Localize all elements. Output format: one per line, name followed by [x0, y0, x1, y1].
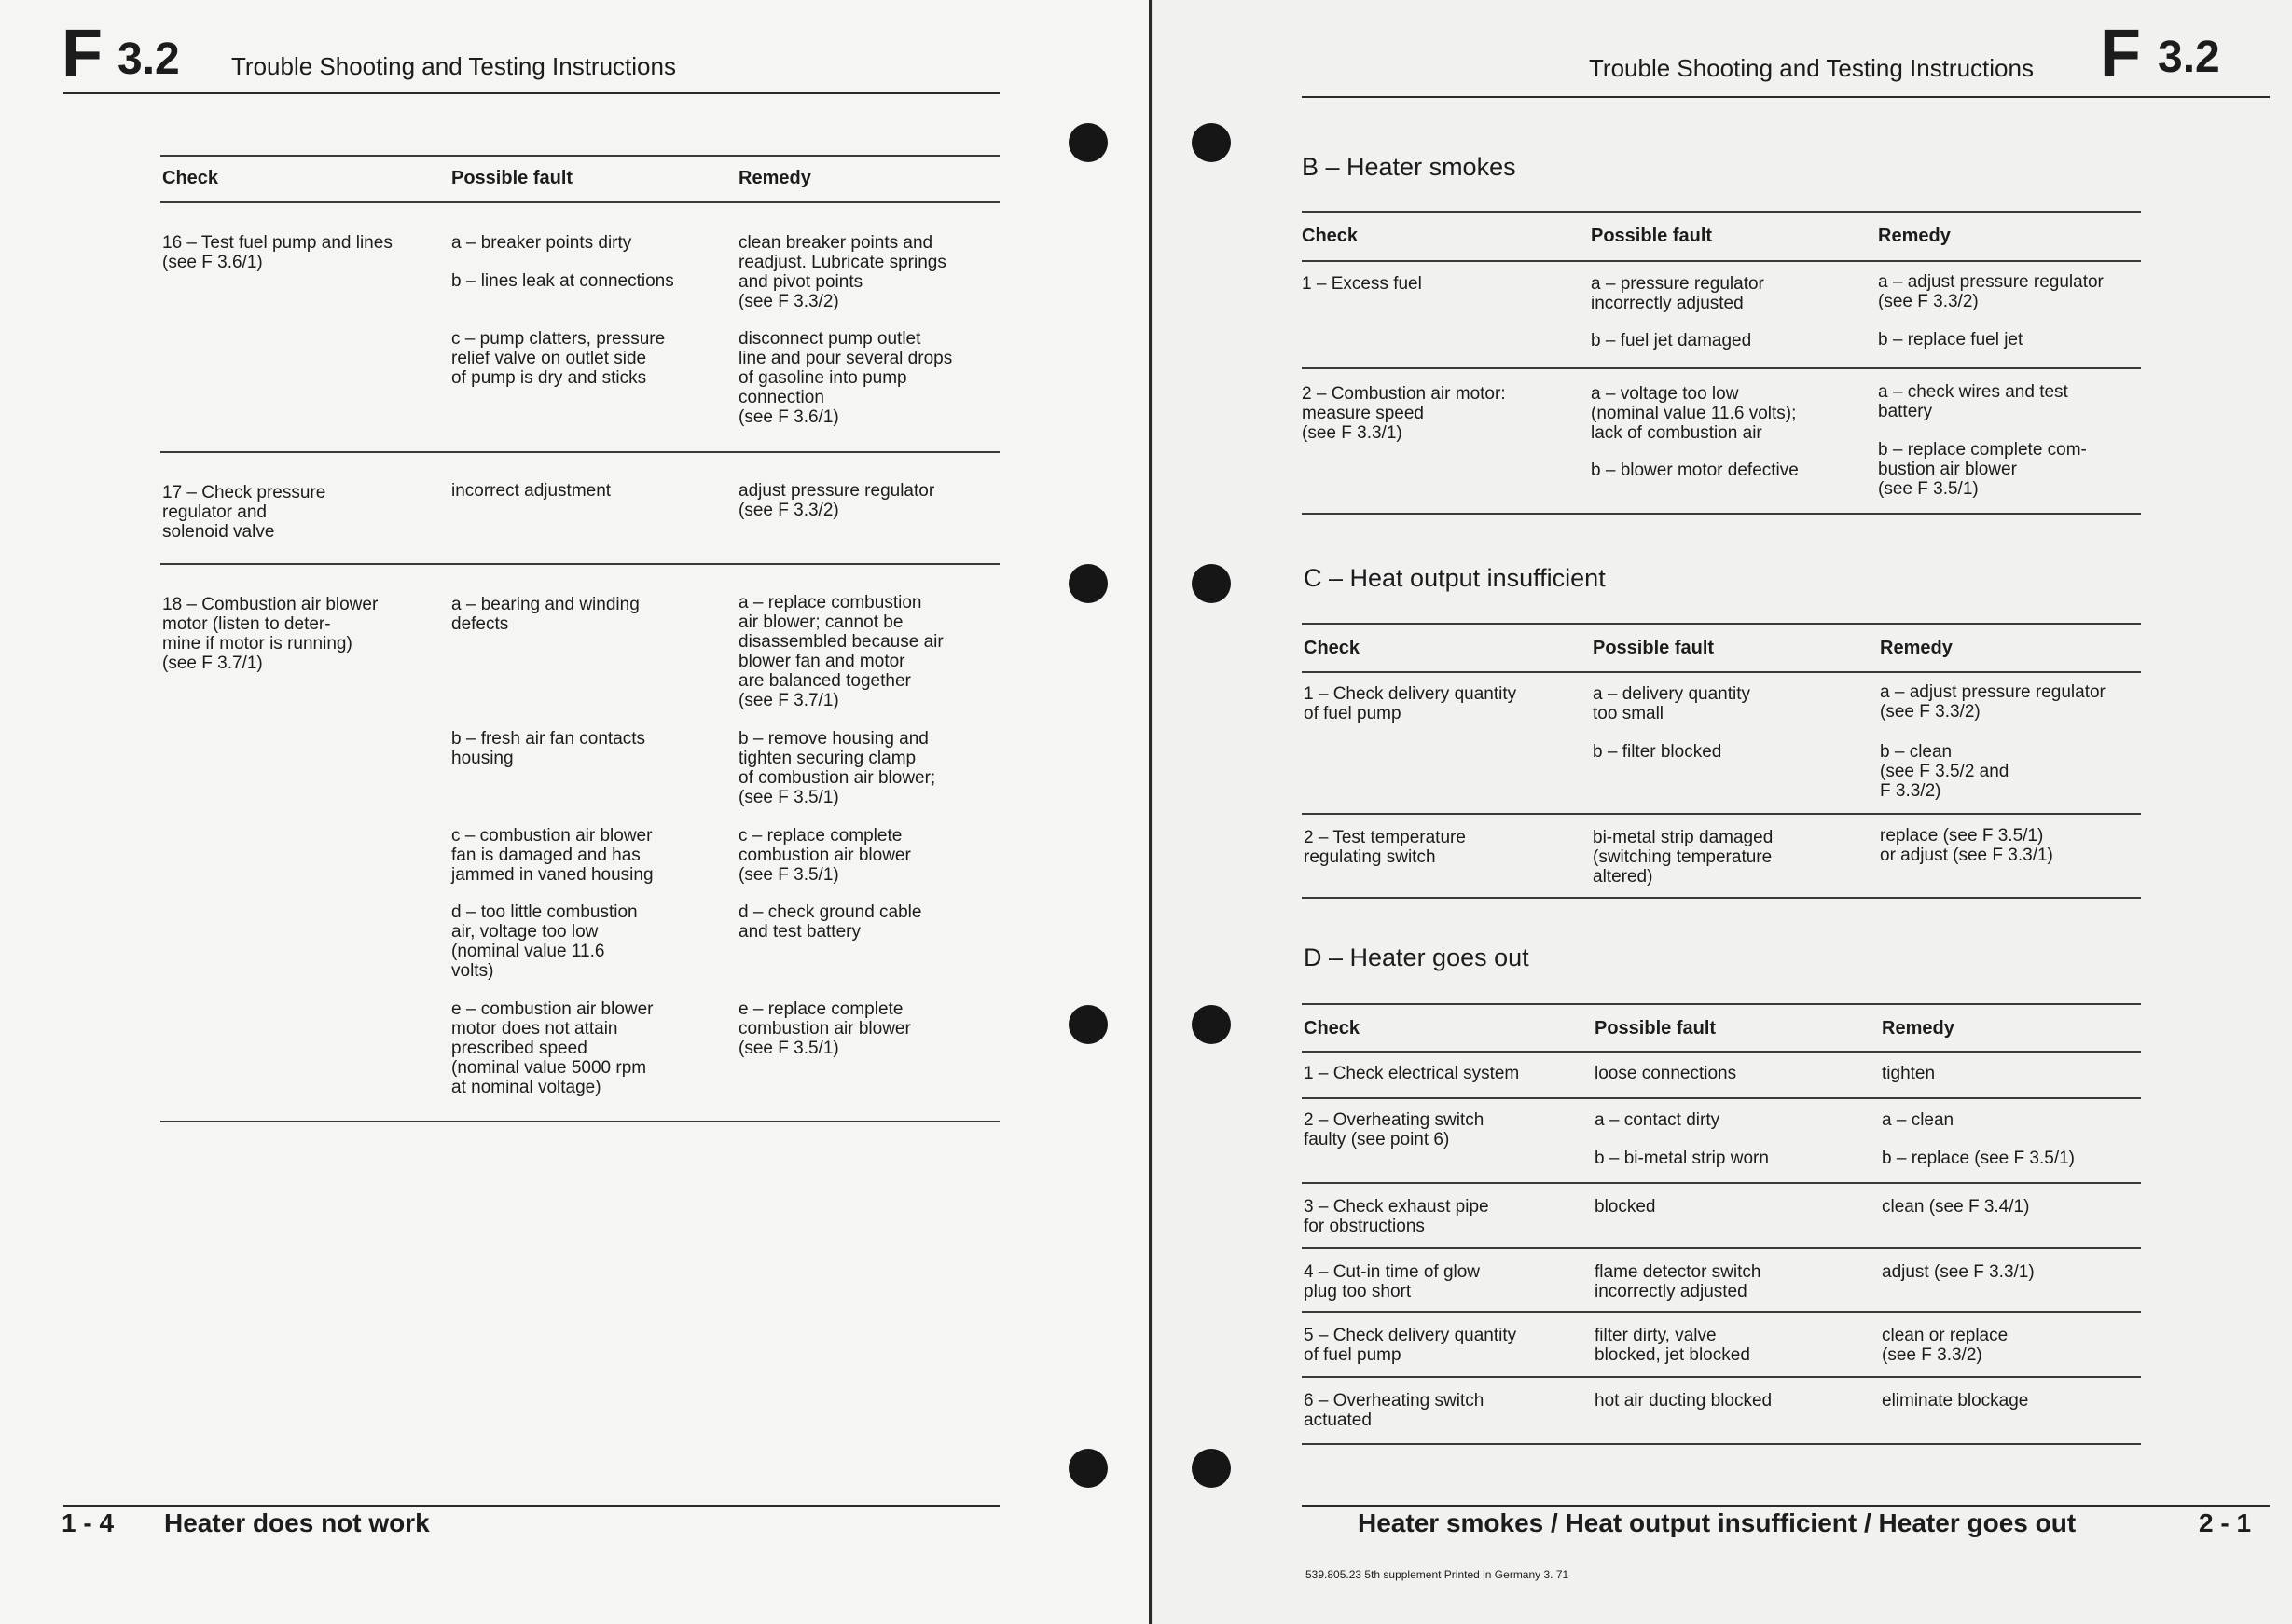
remedy-18e: e – replace complete combustion air blower (see F 3.5/1) [739, 999, 911, 1058]
remedy-16c: disconnect pump outlet line and pour several drops of gasoline into pump connection (see F 3.6/1) [739, 329, 953, 427]
section-letter: F [62, 17, 102, 91]
header-title: Trouble Shooting and Testing Instructions [231, 52, 676, 80]
d-check-3: 3 – Check exhaust pipe for obstructions [1304, 1197, 1489, 1236]
remedy-17: adjust pressure regulator (see F 3.3/2) [739, 481, 935, 520]
footer-rule [1302, 1505, 2270, 1507]
col-remedy: Remedy [739, 168, 811, 188]
b-check-2: 2 – Combustion air motor: measure speed (see F 3.3/1) [1302, 384, 1506, 443]
d-fault-1: loose connections [1595, 1064, 1737, 1083]
table-bottom-rule [160, 1121, 1000, 1122]
col-remedy: Remedy [1878, 226, 1951, 246]
fault-18d: d – too little combustion air, voltage too low (nominal value 11.6 volts) [451, 902, 638, 981]
fault-18c: c – combustion air blower fan is damaged and has jammed in vaned housing [451, 826, 654, 885]
check-16: 16 – Test fuel pump and lines (see F 3.6/1) [162, 233, 393, 272]
row-rule [1302, 1182, 2141, 1184]
table-bottom-rule [1302, 897, 2141, 899]
check-18: 18 – Combustion air blower motor (listen to deter- mine if motor is running) (see F 3.7/1) [162, 595, 379, 673]
c-fault-1b: b – filter blocked [1593, 742, 1722, 762]
d-check-5: 5 – Check delivery quantity of fuel pump [1304, 1326, 1517, 1365]
remedy-18c: c – replace complete combustion air blower (see F 3.5/1) [739, 826, 911, 885]
d-fault-2a: a – contact dirty [1595, 1110, 1720, 1130]
table-header-rule [1302, 260, 2141, 262]
table-header-rule [1302, 671, 2141, 673]
row-rule [1302, 1247, 2141, 1249]
remedy-18b: b – remove housing and tighten securing clamp of combustion air blower; (see F 3.5/1) [739, 729, 936, 807]
footer-rule [63, 1505, 1000, 1507]
section-number: 3.2 [2158, 33, 2220, 82]
d-fault-5: filter dirty, valve blocked, jet blocked [1595, 1326, 1750, 1365]
d-remedy-3: clean (see F 3.4/1) [1882, 1197, 2030, 1217]
table-header-rule [1302, 1051, 2141, 1053]
table-bottom-rule [1302, 1443, 2141, 1445]
b-remedy-1a: a – adjust pressure regulator (see F 3.3/2) [1878, 272, 2104, 311]
d-check-1: 1 – Check electrical system [1304, 1064, 1520, 1083]
table-top-rule [160, 155, 1000, 157]
binder-hole [1192, 564, 1231, 603]
fault-18b: b – fresh air fan contacts housing [451, 729, 646, 768]
section-d-title: D – Heater goes out [1304, 943, 1529, 971]
header-title: Trouble Shooting and Testing Instructions [1589, 54, 2034, 82]
b-remedy-2b: b – replace complete com- bustion air blower (see F 3.5/1) [1878, 440, 2087, 499]
row-rule [1302, 1311, 2141, 1313]
b-check-1: 1 – Excess fuel [1302, 274, 1422, 294]
page-number: 1 - 4 [62, 1508, 115, 1537]
table-top-rule [1302, 623, 2141, 625]
col-fault: Possible fault [1591, 226, 1713, 246]
section-letter: F [2100, 17, 2140, 91]
fault-16a: a – breaker points dirty [451, 233, 632, 253]
table-bottom-rule [1302, 513, 2141, 515]
col-fault: Possible fault [451, 168, 573, 188]
table-top-rule [1302, 211, 2141, 213]
d-fault-3: blocked [1595, 1197, 1656, 1217]
b-remedy-1b: b – replace fuel jet [1878, 330, 2023, 350]
b-fault-1b: b – fuel jet damaged [1591, 331, 1752, 351]
header-rule [63, 92, 1000, 94]
check-17: 17 – Check pressure regulator and solenoid valve [162, 483, 326, 542]
c-fault-2: bi-metal strip damaged (switching temperature altered) [1593, 828, 1774, 887]
binder-hole [1069, 1449, 1108, 1488]
remedy-16ab: clean breaker points and readjust. Lubricate springs and pivot points (see F 3.3/2) [739, 233, 946, 311]
d-fault-4: flame detector switch incorrectly adjusted [1595, 1262, 1761, 1301]
fault-17: incorrect adjustment [451, 481, 612, 501]
binder-hole [1192, 123, 1231, 162]
row-rule [1302, 367, 2141, 369]
fault-18e: e – combustion air blower motor does not attain prescribed speed (nominal value 5000 rpm at nominal voltage) [451, 999, 654, 1097]
row-rule [1302, 1097, 2141, 1099]
col-remedy: Remedy [1882, 1018, 1954, 1039]
print-line: 539.805.23 5th supplement Printed in Germany 3. 71 [1305, 1568, 1569, 1581]
b-remedy-2a: a – check wires and test battery [1878, 382, 2068, 421]
b-fault-1a: a – pressure regulator incorrectly adjusted [1591, 274, 1764, 313]
b-fault-2a: a – voltage too low (nominal value 11.6 volts); lack of combustion air [1591, 384, 1797, 443]
binder-hole [1192, 1005, 1231, 1044]
d-remedy-6: eliminate blockage [1882, 1391, 2029, 1411]
c-check-1: 1 – Check delivery quantity of fuel pump [1304, 684, 1517, 723]
col-fault: Possible fault [1595, 1018, 1717, 1039]
binder-hole [1069, 564, 1108, 603]
col-check: Check [162, 168, 219, 188]
footer-title: Heater smokes / Heat output insufficient / Heater goes out [1358, 1508, 2077, 1537]
col-check: Check [1304, 638, 1360, 658]
remedy-18a: a – replace combustion air blower; cannot be disassembled because air blower fan and motor are balanced together (see F 3.7/1) [739, 593, 944, 710]
d-remedy-1: tighten [1882, 1064, 1936, 1083]
binder-hole [1069, 123, 1108, 162]
table-top-rule [1302, 1003, 2141, 1005]
col-remedy: Remedy [1880, 638, 1953, 658]
c-remedy-2: replace (see F 3.5/1) or adjust (see F 3.3/1) [1880, 826, 2053, 865]
col-check: Check [1302, 226, 1359, 246]
page-number: 2 - 1 [2199, 1508, 2252, 1537]
binder-hole [1192, 1449, 1231, 1488]
d-remedy-4: adjust (see F 3.3/1) [1882, 1262, 2035, 1282]
d-check-6: 6 – Overheating switch actuated [1304, 1391, 1484, 1430]
fault-16b: b – lines leak at connections [451, 271, 674, 291]
fault-16c: c – pump clatters, pressure relief valve on outlet side of pump is dry and sticks [451, 329, 666, 388]
section-number: 3.2 [117, 34, 180, 84]
remedy-18d: d – check ground cable and test battery [739, 902, 922, 942]
col-check: Check [1304, 1018, 1360, 1039]
d-remedy-2b: b – replace (see F 3.5/1) [1882, 1149, 2075, 1168]
col-fault: Possible fault [1593, 638, 1715, 658]
d-fault-6: hot air ducting blocked [1595, 1391, 1773, 1411]
c-check-2: 2 – Test temperature regulating switch [1304, 828, 1466, 867]
header-rule [1302, 96, 2270, 98]
row-rule [1302, 813, 2141, 815]
d-remedy-2a: a – clean [1882, 1110, 1954, 1130]
binder-hole [1069, 1005, 1108, 1044]
b-fault-2b: b – blower motor defective [1591, 461, 1799, 480]
section-c-title: C – Heat output insufficient [1304, 564, 1606, 592]
d-fault-2b: b – bi-metal strip worn [1595, 1149, 1769, 1168]
d-remedy-5: clean or replace (see F 3.3/2) [1882, 1326, 2009, 1365]
d-check-4: 4 – Cut-in time of glow plug too short [1304, 1262, 1481, 1301]
table-header-rule [160, 201, 1000, 203]
row-rule [160, 451, 1000, 453]
c-remedy-1b: b – clean (see F 3.5/2 and F 3.3/2) [1880, 742, 2009, 801]
row-rule [1302, 1376, 2141, 1378]
c-fault-1a: a – delivery quantity too small [1593, 684, 1750, 723]
c-remedy-1a: a – adjust pressure regulator (see F 3.3/2) [1880, 682, 2106, 722]
fault-18a: a – bearing and winding defects [451, 595, 640, 634]
row-rule [160, 563, 1000, 565]
footer-title: Heater does not work [164, 1508, 430, 1537]
right-page [1153, 0, 2292, 1624]
d-check-2: 2 – Overheating switch faulty (see point 6) [1304, 1110, 1484, 1149]
section-b-title: B – Heater smokes [1302, 153, 1516, 181]
